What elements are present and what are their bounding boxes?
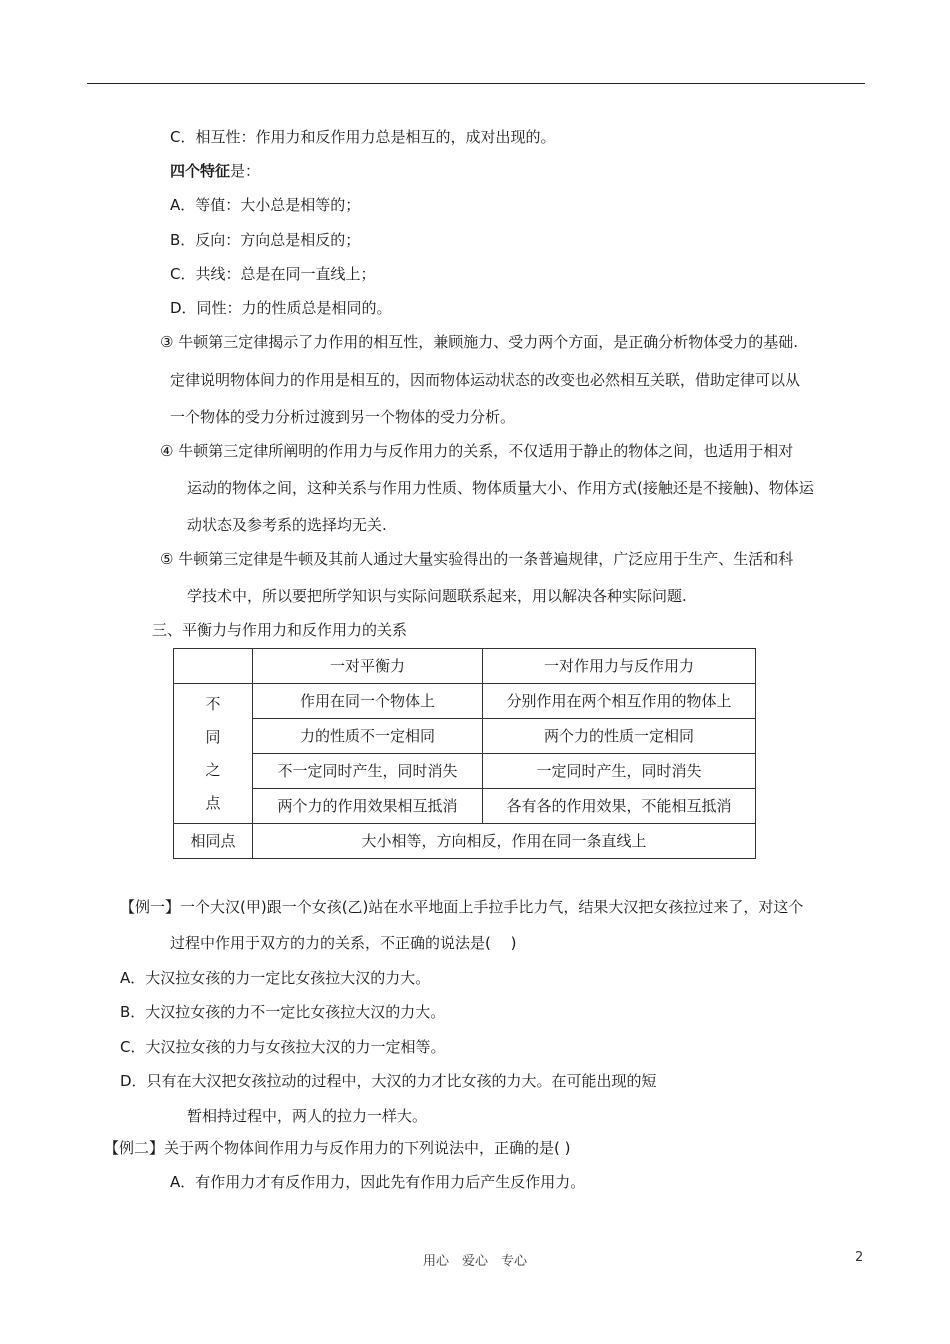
section-3-title: 三、平衡力与作用力和反作用力的关系 [152, 621, 408, 639]
table-cell: 两个力的作用效果相互抵消 [253, 789, 483, 824]
feature-c: C．共线：总是在同一直线上； [170, 265, 376, 283]
example-1-line-1: 【例一】一个大汉(甲)跟一个女孩(乙)站在水平地面上手拉手比力气，结果大汉把女孩拉过来了，对这个 [120, 898, 804, 916]
example-1-option-d-line-2: 暂相持过程中，两人的拉力一样大。 [187, 1107, 428, 1125]
difference-char: 点 [205, 794, 221, 812]
table-cell: 两个力的性质一定相同 [483, 719, 756, 754]
difference-char: 同 [205, 728, 221, 746]
header-action-reaction: 一对作用力与反作用力 [483, 649, 756, 684]
point-3-line-1: ③ 牛顿第三定律揭示了力作用的相互性，兼顾施力、受力两个方面，是正确分析物体受力的基础. [160, 333, 798, 351]
same-label-cell: 相同点 [174, 824, 253, 859]
header-balance-force: 一对平衡力 [253, 649, 483, 684]
point-4-line-1: ④ 牛顿第三定律所阐明的作用力与反作用力的关系，不仅适用于静止的物体之间，也适用于相对 [160, 442, 794, 460]
header-rule [87, 83, 865, 84]
point-5-line-2: 学技术中，所以要把所学知识与实际问题联系起来，用以解决各种实际问题. [187, 587, 687, 605]
table-row [174, 719, 756, 754]
table-row [174, 684, 756, 719]
page-footer: 用心 爱心 专心 [422, 1254, 527, 1269]
table-row-same [174, 824, 756, 859]
four-features-suffix: 是： [230, 162, 261, 180]
table-cell: 不一定同时产生，同时消失 [253, 754, 483, 789]
point-3-line-2: 定律说明物体间力的作用是相互的，因而物体运动状态的改变也必然相互关联，借助定律可以从 [170, 371, 801, 389]
four-features-heading [170, 161, 260, 181]
example-1-option-c: C．大汉拉女孩的力与女孩拉大汉的力一定相等。 [120, 1038, 446, 1056]
table-row [174, 754, 756, 789]
example-1-option-a: A．大汉拉女孩的力一定比女孩拉大汉的力大。 [120, 969, 431, 987]
difference-char: 不 [205, 695, 221, 713]
feature-d: D．同性：力的性质总是相同的。 [170, 299, 392, 317]
example-1-line-2: 过程中作用于双方的力的关系，不正确的说法是( ) [170, 934, 517, 952]
point-4-line-3: 动状态及参考系的选择均无关. [187, 516, 387, 534]
table-header-row [174, 649, 756, 684]
example-2-line-1: 【例二】关于两个物体间作用力与反作用力的下列说法中，正确的是( ) [104, 1139, 571, 1157]
example-1-option-d-line-1: D．只有在大汉把女孩拉动的过程中，大汉的力才比女孩的力大。在可能出现的短 [120, 1072, 657, 1090]
difference-label-cell [174, 684, 253, 824]
table-cell: 分别作用在两个相互作用的物体上 [483, 684, 756, 719]
comparison-table [173, 648, 756, 859]
table-cell: 力的性质不一定相同 [253, 719, 483, 754]
point-5-line-1: ⑤ 牛顿第三定律是牛顿及其前人通过大量实验得出的一条普遍规律，广泛应用于生产、生活和科 [160, 550, 794, 568]
four-features-bold: 四个特征 [170, 162, 231, 180]
table-cell: 各有各的作用效果，不能相互抵消 [483, 789, 756, 824]
table-cell: 作用在同一个物体上 [253, 684, 483, 719]
difference-char: 之 [205, 761, 221, 779]
example-2-option-a: A．有作用力才有反作用力，因此先有作用力后产生反作用力。 [170, 1173, 586, 1191]
page-number: 2 [855, 1250, 864, 1265]
feature-b: B．反向：方向总是相反的； [170, 231, 361, 249]
feature-a: A．等值：大小总是相等的； [170, 196, 361, 214]
example-1-option-b: B．大汉拉女孩的力不一定比女孩拉大汉的力大。 [120, 1003, 446, 1021]
point-3-line-3: 一个物体的受力分析过渡到另一个物体的受力分析。 [170, 408, 516, 426]
same-value-cell: 大小相等，方向相反，作用在同一条直线上 [253, 824, 756, 859]
header-corner-cell [174, 649, 253, 684]
text-line-reciprocity: C．相互性：作用力和反作用力总是相互的，成对出现的。 [170, 128, 556, 146]
point-4-line-2: 运动的物体之间，这种关系与作用力性质、物体质量大小、作用方式(接触还是不接触)、物体运 [187, 479, 814, 497]
table-cell: 一定同时产生，同时消失 [483, 754, 756, 789]
table-row [174, 789, 756, 824]
